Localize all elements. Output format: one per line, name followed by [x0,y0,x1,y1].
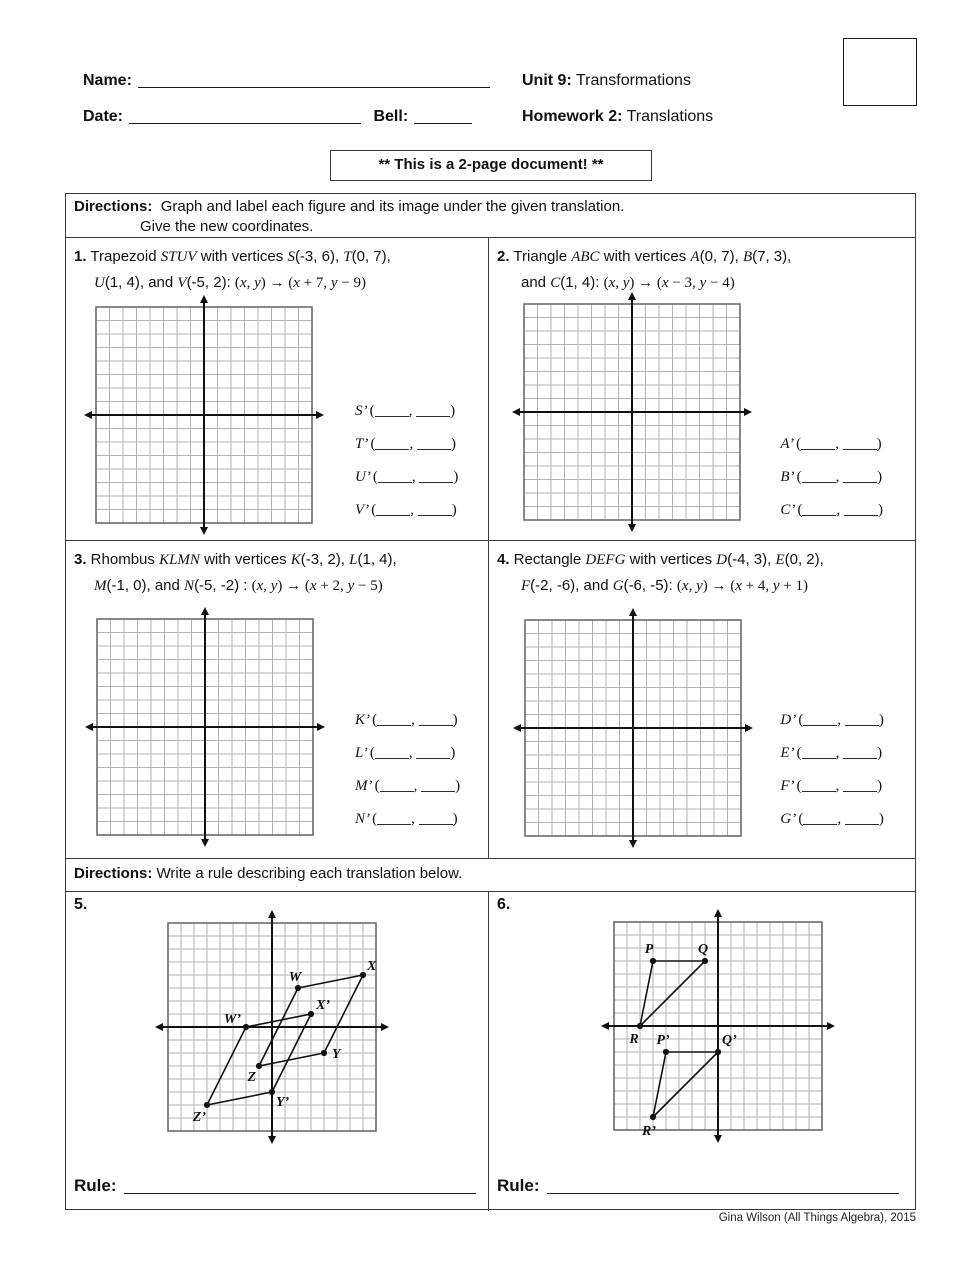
credit-line: Gina Wilson (All Things Algebra), 2015 [718,1212,916,1224]
date-label: Date: [83,108,124,125]
problem-1-statement-line2: U(1, 4), and V(-5, 2): (x, y) → (x + 7, y − 9) [94,274,367,291]
answer-blank-row[interactable]: G’ ( , ) [780,811,884,827]
problem-4-statement-line2: F(-2, -6), and G(-6, -5): (x, y) → (x + 4, y + 1) [521,577,809,594]
problem-3-statement [66,541,488,599]
svg-text:Z: Z [247,1070,256,1085]
svg-text:P: P [644,942,654,957]
problem-1-statement [66,238,488,296]
rule-6-label: Rule: [497,1176,540,1195]
homework-title [522,108,713,126]
svg-text:R: R [629,1032,639,1047]
answer-blank-row[interactable]: L’ ( , ) [355,745,456,761]
problem-5-number: 5. [74,896,88,913]
answer-blank-row[interactable]: U’ ( , ) [355,469,459,485]
answer-blank-row[interactable]: M’ ( , ) [355,778,461,794]
homework-label: Homework 2: [522,108,623,125]
answer-blank-row[interactable]: K’ ( , ) [355,712,458,728]
directions2-label: Directions: [74,865,153,882]
worksheet-table [65,193,916,1210]
problem-2-answers [780,435,898,520]
bell-label: Bell: [373,108,409,125]
problem-4-statement-line1: 4. Rectangle DEFG with vertices D(-4, 3), E(0, 2), [497,551,824,568]
directions-row-1 [66,194,915,238]
problem-3-answers [355,711,473,829]
coordinate-grid-4[interactable] [512,607,754,849]
two-page-banner: ** This is a 2-page document! ** [330,150,652,181]
grade-box [843,38,917,106]
svg-text:Y: Y [332,1047,341,1062]
problem-4-answers [780,711,898,829]
answer-blank-row[interactable]: E’ ( , ) [780,745,883,761]
svg-text:R’: R’ [642,1124,656,1139]
problem-1-answers [355,402,473,520]
directions1-label: Directions: [74,198,153,215]
rule-6-input-blank[interactable] [547,1178,899,1194]
unit-title [522,72,691,90]
svg-text:Z’: Z’ [192,1110,206,1125]
coordinate-grid-5 [154,909,390,1145]
problem-5-rule [74,1176,476,1196]
svg-text:W’: W’ [223,1012,241,1027]
problem-6-number: 6. [497,896,511,913]
svg-text:Q’: Q’ [722,1033,737,1048]
unit-value: Transformations [575,72,691,89]
problems-row-2 [66,541,915,859]
answer-blank-row[interactable]: D’ ( , ) [780,712,884,728]
problem-2-statement [489,238,913,296]
problem-3-cell [66,541,489,858]
answer-blank-row[interactable]: C’ ( , ) [780,502,883,518]
directions-row-2 [66,859,915,892]
coordinate-grid-3[interactable] [84,606,326,848]
answer-blank-row[interactable]: B’ ( , ) [780,469,883,485]
problems-row-3 [66,892,915,1211]
answer-blank-row[interactable]: A’ ( , ) [780,436,882,452]
name-label: Name: [83,72,132,89]
svg-text:X’: X’ [316,998,330,1013]
date-input-blank[interactable] [129,109,361,124]
problem-4-cell [489,541,913,858]
unit-label: Unit 9: [522,72,572,89]
problem-1-cell [66,238,489,540]
problem-6-cell [489,892,913,1211]
problem-2-cell [489,238,913,540]
svg-text:W: W [288,970,302,985]
directions1-line2: Give the new coordinates. [140,218,314,235]
name-input-blank[interactable] [138,73,490,88]
problem-5-cell [66,892,489,1211]
problem-2-statement-line1: 2. Triangle ABC with vertices A(0, 7), B(7, 3), [497,248,792,265]
problem-2-statement-line2: and C(1, 4): (x, y) → (x − 3, y − 4) [521,274,735,291]
svg-text:P’: P’ [656,1033,670,1048]
answer-blank-row[interactable]: F’ ( , ) [780,778,883,794]
answer-blank-row[interactable]: N’ ( , ) [355,811,458,827]
name-row [83,72,490,90]
problem-3-statement-line1: 3. Rhombus KLMN with vertices K(-3, 2), L(1, 4), [74,551,397,568]
coordinate-grid-6 [600,908,836,1144]
svg-text:Y’: Y’ [276,1095,290,1110]
rule-5-input-blank[interactable] [124,1178,476,1194]
directions1-line1: Graph and label each figure and its image under the given translation. [160,198,625,215]
coordinate-grid-2[interactable] [511,291,753,533]
answer-blank-row[interactable]: V’ ( , ) [355,502,457,518]
problems-row-1 [66,238,915,541]
answer-blank-row[interactable]: T’ ( , ) [355,436,456,452]
problem-4-statement [489,541,913,599]
coordinate-grid-1[interactable] [83,294,325,536]
directions2-text: Write a rule describing each translation below. [156,865,463,882]
svg-text:X: X [367,959,377,974]
rule-5-label: Rule: [74,1176,117,1195]
date-row [83,108,472,126]
problem-3-statement-line2: M(-1, 0), and N(-5, -2) : (x, y) → (x + 2, y − 5) [94,577,383,594]
homework-value: Translations [626,108,714,125]
problem-6-rule [497,1176,899,1196]
problem-1-statement-line1: 1. Trapezoid STUV with vertices S(-3, 6), T(0, 7), [74,248,391,265]
svg-text:Q: Q [697,942,709,957]
answer-blank-row[interactable]: S’ ( , ) [355,403,456,419]
bell-input-blank[interactable] [414,109,472,124]
